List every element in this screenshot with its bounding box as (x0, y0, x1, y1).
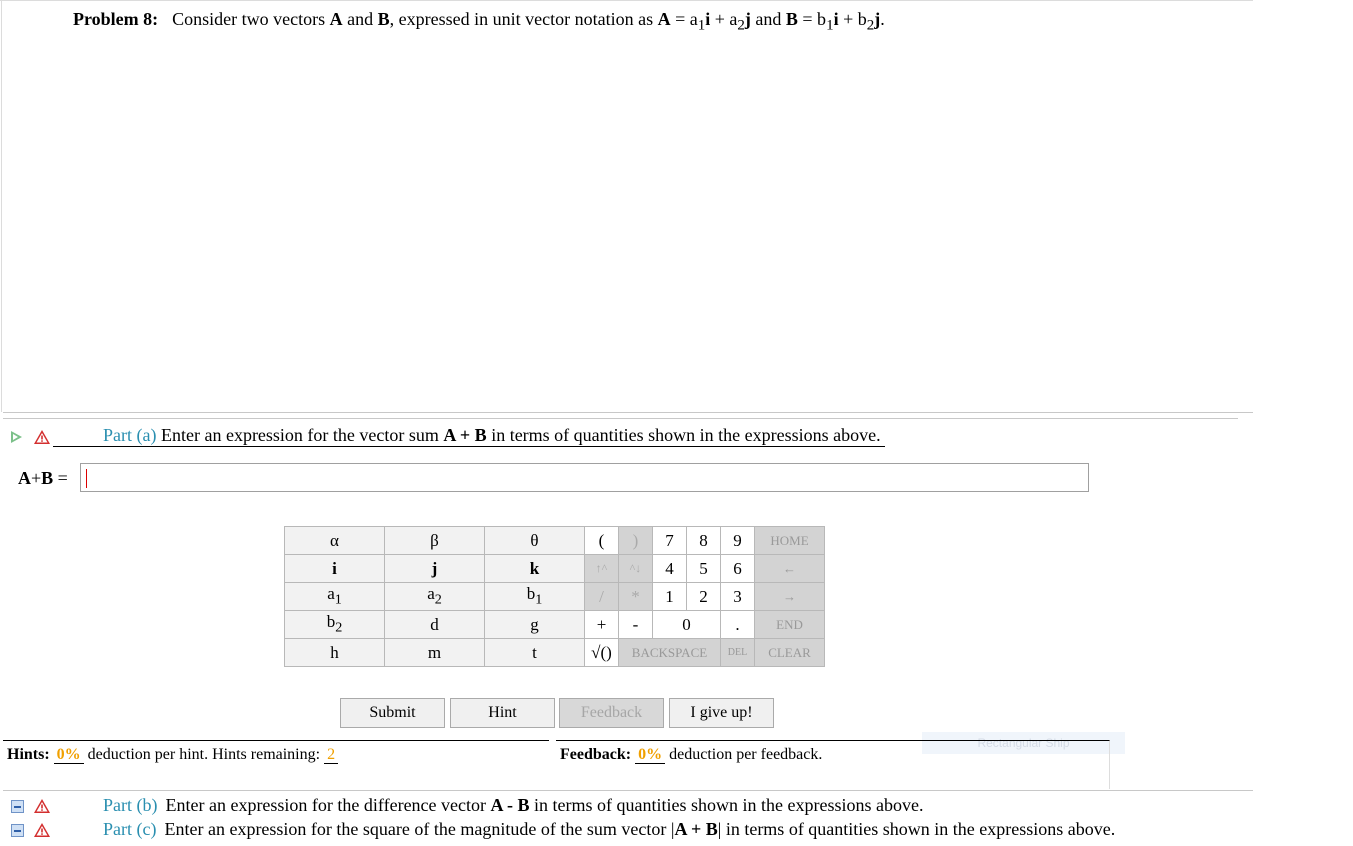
part-a-prompt (53, 424, 885, 447)
part-c-prompt (103, 819, 1115, 840)
hints-remaining: 2 (324, 746, 338, 764)
text-caret (86, 469, 87, 488)
vector-a: A (657, 9, 671, 29)
key-minus[interactable]: - (619, 611, 653, 639)
key-open-paren[interactable]: ( (585, 527, 619, 555)
key-4[interactable]: 4 (653, 555, 687, 583)
key-theta[interactable]: θ (485, 527, 585, 555)
play-triangle-icon[interactable] (11, 431, 22, 443)
key-home[interactable]: HOME (755, 527, 825, 555)
feedback-info (560, 746, 822, 764)
vector-b: B (377, 9, 390, 29)
problem-statement (73, 9, 885, 35)
problem-label: Problem 8: (73, 9, 159, 29)
part-b-expression: A - B (490, 795, 530, 815)
key-1[interactable]: 1 (653, 583, 687, 611)
key-del[interactable]: DEL (721, 639, 755, 667)
key-h[interactable]: h (285, 639, 385, 667)
unit-j: j (744, 9, 751, 29)
problem-text: , expressed in unit vector notation as (389, 9, 658, 29)
key-b1[interactable]: $b_1$ (485, 583, 585, 611)
subscript: 2 (866, 17, 875, 34)
part-a-text: Enter an expression for the vector sum (156, 425, 444, 445)
ghost-tooltip: Rectangular Ship (922, 732, 1125, 754)
frame-left-border (1, 0, 2, 412)
key-8[interactable]: 8 (687, 527, 721, 555)
key-d[interactable]: d (385, 611, 485, 639)
problem-text: and (342, 9, 378, 29)
key-up[interactable]: ↑^ (585, 555, 619, 583)
part-c-expression: A + B (674, 819, 718, 839)
warning-icon (34, 799, 50, 813)
collapse-icon[interactable] (11, 824, 24, 837)
subscript: 1 (826, 17, 834, 34)
key-k[interactable]: k (485, 555, 585, 583)
separator (3, 412, 1253, 413)
feedback-panel (556, 740, 1110, 789)
keypad (284, 526, 825, 667)
unit-i: i (705, 9, 711, 29)
vector-b: B (785, 9, 798, 29)
key-times[interactable]: * (619, 583, 653, 611)
part-a-expression: A + B (443, 425, 487, 445)
subscript: 1 (697, 17, 706, 34)
key-9[interactable]: 9 (721, 527, 755, 555)
key-6[interactable]: 6 (721, 555, 755, 583)
equation-part: + a (710, 9, 738, 29)
key-j[interactable]: j (385, 555, 485, 583)
separator (3, 418, 1238, 419)
key-a1[interactable]: $a_1$ (285, 583, 385, 611)
equation-part: . (880, 9, 885, 29)
key-divide[interactable]: / (585, 583, 619, 611)
key-backspace[interactable]: BACKSPACE (619, 639, 721, 667)
give-up-button[interactable]: I give up! (669, 698, 774, 728)
key-7[interactable]: 7 (653, 527, 687, 555)
hints-percent: 0% (54, 746, 84, 764)
hints-text: deduction per hint. Hints remaining: (83, 746, 325, 763)
key-0[interactable]: 0 (653, 611, 721, 639)
key-alpha[interactable]: α (285, 527, 385, 555)
key-left-arrow[interactable]: ← (755, 555, 825, 583)
key-beta[interactable]: β (385, 527, 485, 555)
hints-panel (3, 740, 549, 789)
key-b2[interactable]: $b_2$ (285, 611, 385, 639)
part-c-text: Enter an expression for the square of the magnitude of the sum vector | (164, 819, 675, 839)
key-close-paren[interactable]: ) (619, 527, 653, 555)
part-b-label[interactable]: Part (b) (103, 795, 158, 815)
unit-i: i (833, 9, 839, 29)
feedback-button[interactable]: Feedback (559, 698, 664, 728)
collapse-icon[interactable] (11, 800, 24, 813)
key-5[interactable]: 5 (687, 555, 721, 583)
feedback-percent: 0% (635, 746, 665, 764)
problem-text: and (750, 9, 786, 29)
frame-top-border (0, 0, 1253, 1)
warning-icon (34, 823, 50, 837)
equation-part: + b (838, 9, 867, 29)
part-c-text: | in terms of quantities shown in the expressions above. (717, 819, 1116, 839)
problem-text: Consider two vectors (172, 9, 330, 29)
warning-icon (34, 430, 50, 444)
subscript: 2 (737, 17, 745, 34)
key-right-arrow[interactable]: → (755, 583, 825, 611)
key-down[interactable]: ^↓ (619, 555, 653, 583)
separator (3, 790, 1253, 791)
feedback-text: deduction per feedback. (665, 746, 823, 763)
key-end[interactable]: END (755, 611, 825, 639)
key-clear[interactable]: CLEAR (755, 639, 825, 667)
hint-button[interactable]: Hint (450, 698, 555, 728)
part-b-text: Enter an expression for the difference vector (165, 795, 491, 815)
part-a-text: in terms of quantities shown in the expressions above. (486, 425, 881, 445)
key-2[interactable]: 2 (687, 583, 721, 611)
key-sqrt[interactable]: √() (585, 639, 619, 667)
feedback-label: Feedback: (560, 746, 632, 763)
part-b-prompt (103, 795, 923, 816)
key-dot[interactable]: . (721, 611, 755, 639)
answer-input[interactable] (80, 463, 1089, 492)
part-a-label[interactable]: Part (a) (103, 425, 157, 445)
equation-part: = b (797, 9, 827, 29)
hints-info (7, 746, 338, 764)
key-3[interactable]: 3 (721, 583, 755, 611)
part-b-text: in terms of quantities shown in the expressions above. (529, 795, 924, 815)
part-c-label[interactable]: Part (c) (103, 819, 157, 839)
hints-label: Hints: (7, 746, 50, 763)
vector-a: A (329, 9, 343, 29)
key-t[interactable]: t (485, 639, 585, 667)
equation-part: = a (670, 9, 698, 29)
submit-button[interactable]: Submit (340, 698, 445, 728)
key-plus[interactable]: + (585, 611, 619, 639)
key-i[interactable]: i (285, 555, 385, 583)
key-m[interactable]: m (385, 639, 485, 667)
answer-label: A+B = (18, 468, 68, 488)
key-g[interactable]: g (485, 611, 585, 639)
key-a2[interactable]: $a_2$ (385, 583, 485, 611)
unit-j: j (874, 9, 881, 29)
